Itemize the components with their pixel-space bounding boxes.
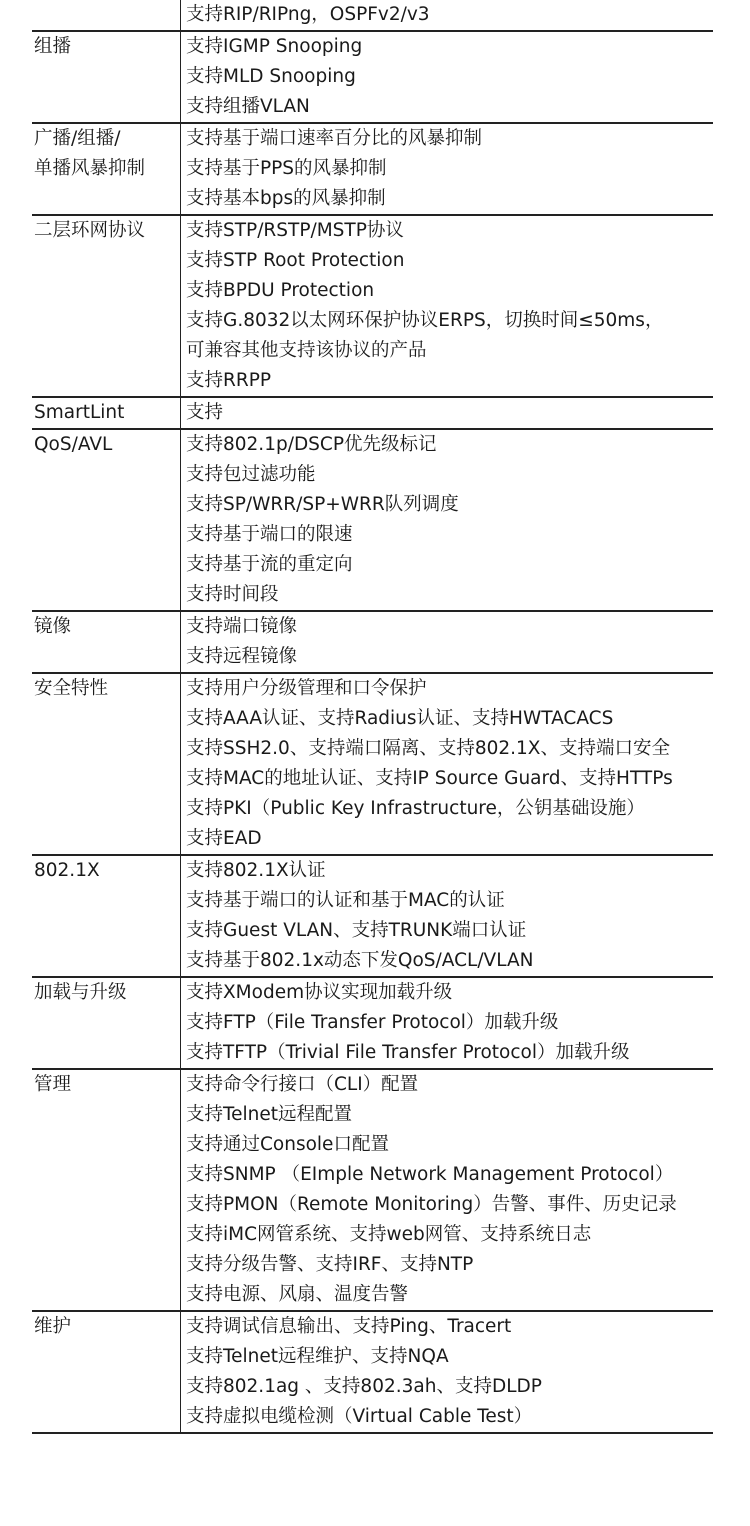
feature-name: 组播 [34,36,72,57]
detail-line: 支持FTP（File Transfer Protocol）加载升级 [186,1012,559,1033]
feature-details [180,978,713,1068]
table-row-routing [32,0,713,30]
table-row-8021x [32,854,713,976]
detail-line: 支持802.1p/DSCP优先级标记 [186,434,437,455]
feature-name: 802.1X [34,860,100,881]
feature-details [180,612,713,672]
table-row-storm-control [32,122,713,214]
detail-line: 支持AAA认证、支持Radius认证、支持HWTACACS [186,708,614,729]
detail-line: 支持分级告警、支持IRF、支持NTP [186,1254,474,1275]
detail-line: 支持XModem协议实现加载升级 [186,982,453,1003]
detail-line: 支持802.1ag 、支持802.3ah、支持DLDP [186,1376,542,1397]
detail-line: 支持Guest VLAN、支持TRUNK端口认证 [186,920,527,941]
detail-line: 支持RRPP [186,370,272,391]
detail-line: 支持Telnet远程配置 [186,1104,353,1125]
feature-name: 加载与升级 [34,982,127,1003]
detail-line: 支持PKI（Public Key Infrastructure，公钥基础设施） [186,798,645,819]
detail-line: 支持BPDU Protection [186,280,375,301]
detail-line: 支持EAD [186,828,262,849]
table-row-management [32,1068,713,1310]
detail-line: 支持基本bps的风暴抑制 [186,188,386,209]
detail-line: 支持组播VLAN [186,96,310,117]
detail-line: 支持用户分级管理和口令保护 [186,678,427,699]
detail-line: 支持 [186,402,224,423]
detail-line: 支持基于端口速率百分比的风暴抑制 [186,128,483,149]
detail-line: 支持SNMP （EImple Network Management Protocol） [186,1164,674,1185]
feature-name: 二层环网协议 [34,220,146,241]
feature-details [180,856,713,976]
feature-details [180,1070,713,1310]
detail-line: 支持时间段 [186,584,279,605]
detail-line: 支持IGMP Snooping [186,36,363,57]
detail-line: 支持基于端口的认证和基于MAC的认证 [186,890,505,911]
feature-details [180,398,713,428]
table-row-ring-protocol [32,214,713,396]
detail-line: 支持基于PPS的风暴抑制 [186,158,387,179]
feature-name: 管理 [34,1074,72,1095]
feature-name: SmartLint [34,402,125,423]
detail-line: 支持RIP/RIPng，OSPFv2/v3 [186,4,430,25]
feature-name: 维护 [34,1316,72,1337]
feature-name: 安全特性 [34,678,109,699]
detail-line: 支持命令行接口（CLI）配置 [186,1074,419,1095]
detail-line: 支持电源、风扇、温度告警 [186,1284,409,1305]
detail-line: 支持G.8032以太网环保护协议ERPS，切换时间≤50ms， [186,310,664,331]
detail-line: 支持iMC网管系统、支持web网管、支持系统日志 [186,1224,592,1245]
detail-line: 支持基于流的重定向 [186,554,353,575]
spec-table [32,0,713,1434]
feature-details [180,124,713,214]
feature-details [180,1312,713,1432]
detail-line: 支持MLD Snooping [186,66,356,87]
detail-line: 支持STP Root Protection [186,250,405,271]
feature-name: 镜像 [34,616,72,637]
detail-line: 支持TFTP（Trivial File Transfer Protocol）加载升级 [186,1042,630,1063]
detail-line: 支持端口镜像 [186,616,298,637]
detail-line: 支持802.1X认证 [186,860,326,881]
table-row-maintenance [32,1310,713,1432]
feature-details [180,674,713,854]
detail-line: 支持Telnet远程维护、支持NQA [186,1346,449,1367]
detail-line: 支持MAC的地址认证、支持IP Source Guard、支持HTTPs [186,768,673,789]
detail-line: 支持虚拟电缆检测（Virtual Cable Test） [186,1406,533,1427]
table-row-mirroring [32,610,713,672]
feature-details [180,32,713,122]
feature-name [32,0,180,30]
detail-line: 支持调试信息输出、支持Ping、Tracert [186,1316,512,1337]
detail-line: 支持通过Console口配置 [186,1134,389,1155]
feature-details [180,216,713,396]
detail-line: 支持STP/RSTP/MSTP协议 [186,220,404,241]
detail-line: 支持SSH2.0、支持端口隔离、支持802.1X、支持端口安全 [186,738,670,759]
table-row-security [32,672,713,854]
detail-line: 支持基于802.1x动态下发QoS/ACL/VLAN [186,950,534,971]
feature-name: QoS/AVL [34,434,113,455]
feature-details [180,430,713,610]
detail-line: 支持PMON（Remote Monitoring）告警、事件、历史记录 [186,1194,677,1215]
feature-details [180,0,713,30]
detail-line: 可兼容其他支持该协议的产品 [186,340,427,361]
table-row-qos [32,428,713,610]
detail-line: 支持远程镜像 [186,646,298,667]
table-row-multicast [32,30,713,122]
feature-name: 广播/组播/ 单播风暴抑制 [34,128,146,179]
detail-line: 支持包过滤功能 [186,464,316,485]
detail-line: 支持基于端口的限速 [186,524,353,545]
detail-line: 支持SP/WRR/SP+WRR队列调度 [186,494,459,515]
table-row-loading-upgrade [32,976,713,1068]
table-row-smartlint [32,396,713,428]
